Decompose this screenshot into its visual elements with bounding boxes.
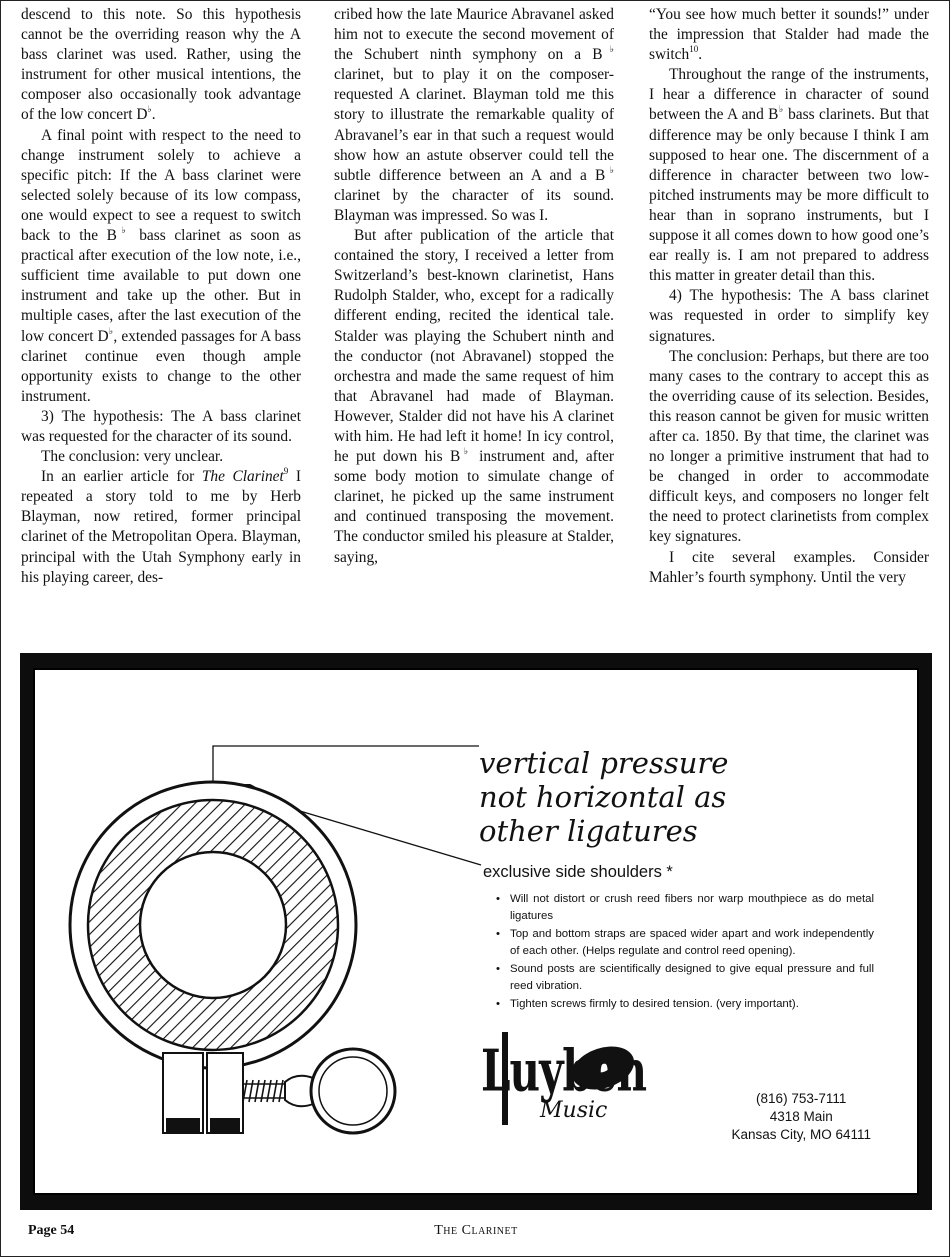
contact-info: [731, 1090, 871, 1144]
article-body: [21, 5, 931, 635]
advertisement: [20, 653, 932, 1210]
list-item: • Top and bottom straps are spaced wider apart and work independently of each other. (Helps regulate and control reed opening).: [494, 926, 874, 959]
list-item: • Sound posts are scientifically designed to give equal pressure and full reed vibration.: [494, 961, 874, 994]
paragraph: descend to this note. So this hypothesis cannot be the overriding reason why the A bass clarinet was used. Rather, using the instrument for other musical intentions, the composer also occasionally took advantage of the low concert D♭.: [21, 6, 301, 124]
page-number: Page 54: [28, 1223, 75, 1238]
city-state-zip: Kansas City, MO 64111: [731, 1127, 871, 1142]
list-item: • Tighten screws firmly to desired tension. (very important).: [494, 996, 874, 1013]
logo-music-text: Music: [540, 1098, 608, 1123]
street-address: 4318 Main: [769, 1109, 833, 1124]
column-1: [21, 5, 301, 588]
paragraph: The conclusion: Perhaps, but there are too many cases to the contrary to accept this as the overriding cause of its selection. Besides, this reason cannot be given for music written after ca. 1850. By that time, the clarinet was no longer a primitive instrument that had to be changed in order to accommodate difficult keys, and composers no longer felt the need to protect clarinetists from complex key signatures.: [649, 347, 929, 546]
feature-list: [494, 891, 874, 1015]
paragraph: But after publication of the article that contained the story, I received a letter from Switzerland’s best-known clarinetist, Hans Rudolph Stalder, who, except for a radically different ending, recited the identical tale. Stalder was playing the Schubert ninth and the conductor (not Abravanel) stopped the orchestra and made the same request of him that Abravanel had made of Blayman. However, Stalder did not have his A clarinet with him. He had left it home! In icy control, he put down his B♭ instrument and, after some body motion to simulate change of clarinet, he picked up the same instrument and continued transposing the movement. The conductor smiled his pleasure at Stalder, saying,: [334, 227, 615, 566]
paragraph: The conclusion: very unclear.: [41, 448, 224, 466]
ad-headline: vertical pressure not horizontal as other ligatures: [479, 746, 729, 848]
paragraph: 3) The hypothesis: The A bass clarinet was requested for the character of its sound.: [21, 407, 301, 445]
journal-title: The Clarinet: [434, 1223, 518, 1238]
paragraph: In an earlier article for The Clarinet$^9$ I repeated a story told to me by Herb Blayman, now retired, former principal clarinet of the Metropolitan Opera. Blayman, principal with the Utah Symphony early in his playing career, des-: [21, 466, 301, 586]
column-2: [334, 5, 614, 568]
luyben-logo: Luyben: [481, 1038, 647, 1105]
paragraph: A final point with respect to the need to change instrument solely to achieve a specific pitch: If the A bass clarinet were selected solely because of its low compass, one would expect to see a request to switch back to the B♭ bass clarinet as soon as practical after execution of the low note, i.e., sufficient time available to put down one instrument and take up the other. But in multiple cases, after the last execution of the low concert D♭, extended passages for A bass clarinet continue even though ample opportunity exists to change to the other instrument.: [21, 126, 302, 405]
advertisement-panel: [33, 668, 919, 1195]
ad-subheading: exclusive side shoulders *: [483, 863, 673, 881]
paragraph: I cite several examples. Consider Mahler’s fourth symphony. Until the very: [649, 548, 929, 586]
paragraph: “You see how much better it sounds!” under the impression that Stalder had made the switch$^{10}$.: [649, 6, 929, 64]
column-3: [649, 5, 929, 588]
phone-number: (816) 753-7111: [756, 1091, 847, 1106]
list-item: • Will not distort or crush reed fibers nor warp mouthpiece as do metal ligatures: [494, 891, 874, 924]
page-footer: [1, 1223, 950, 1243]
paragraph: Throughout the range of the instruments, I hear a difference in character of sound between the A and B♭ bass clarinets. But that difference may be only because I think I am supposed to hear one. The discernment of a difference in character between two low-pitched instruments may be more difficult to hear than in soprano instruments, but I suppose it all comes down to how good one’s ear really is. I am not prepared to address this matter in greater detail than this.: [649, 66, 929, 285]
paragraph: 4) The hypothesis: The A bass clarinet was requested in order to simplify key signatures.: [649, 287, 929, 345]
paragraph: cribed how the late Maurice Abravanel asked him not to execute the second movement of the Schubert ninth symphony on a B♭ clarinet, but to play it on the composer-requested A clarinet. Blayman told me this story to illustrate the remarkable quality of Abravanel’s ear in that such a request would show how an astute observer could tell the subtle difference between an A and a B♭ clarinet by the character of its sound. Blayman was impressed. So was I.: [334, 6, 615, 224]
